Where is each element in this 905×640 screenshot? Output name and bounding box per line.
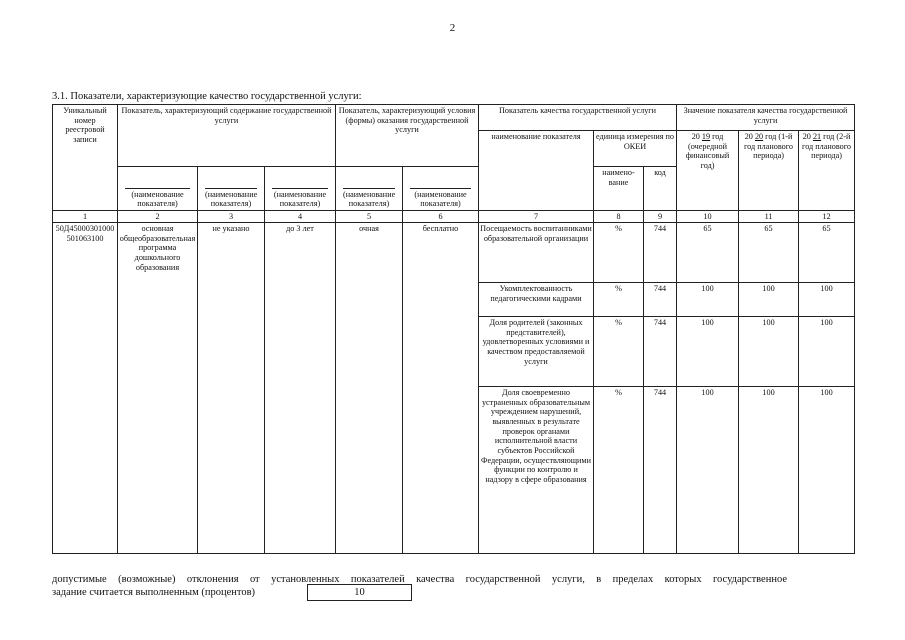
header-unique-number: Уникальный номер реестровой записи: [53, 105, 118, 211]
column-number: 12: [799, 211, 855, 223]
header-sub-name-5: (наименование показателя): [336, 167, 403, 211]
indicator-value-1: 65: [677, 223, 739, 283]
record-content-2: не указано: [198, 223, 265, 554]
column-number: 8: [594, 211, 644, 223]
indicator-value-3: 100: [799, 317, 855, 387]
indicator-value-2: 100: [739, 283, 799, 317]
header-year-1: 20 19 год (очередной финансовый год): [677, 131, 739, 211]
indicator-value-2: 100: [739, 317, 799, 387]
header-year-2: 20 20 год (1-й год планового периода): [739, 131, 799, 211]
indicator-code: 744: [644, 317, 677, 387]
column-number: 3: [198, 211, 265, 223]
indicator-value-2: 100: [739, 387, 799, 554]
tolerance-value-box: 10: [307, 584, 412, 601]
indicator-value-1: 100: [677, 317, 739, 387]
header-indicator-name: наименование показателя: [479, 131, 594, 211]
header-quality-value: Значение показателя качества государственной услуги: [677, 105, 855, 131]
column-number: 9: [644, 211, 677, 223]
quality-indicators-table: [52, 104, 855, 554]
indicator-name: Доля своевременно устраненных образовательным учреждением нарушений, выявленных в результате проверок органами исполнительной власти субъектов Российской Федерации, осуществляющими функции по контролю и надзору в сфере образования: [479, 387, 594, 554]
indicator-value-3: 65: [799, 223, 855, 283]
indicator-value-2: 65: [739, 223, 799, 283]
header-year-3: 20 21 год (2-й год планового периода): [799, 131, 855, 211]
column-number: 6: [403, 211, 479, 223]
indicator-value-3: 100: [799, 283, 855, 317]
indicator-value-1: 100: [677, 283, 739, 317]
header-sub-name-4: (наименование показателя): [265, 167, 336, 211]
record-content-1: основная общеобразовательная программа дошкольного образования: [118, 223, 198, 554]
header-sub-name-3: (наименование показателя): [198, 167, 265, 211]
page-number: 2: [449, 22, 456, 34]
indicator-value-3: 100: [799, 387, 855, 554]
record-content-3: до 3 лет: [265, 223, 336, 554]
header-sub-name-6: (наименование показателя): [403, 167, 479, 211]
header-content-indicator: Показатель, характеризующий содержание государственной услуги: [118, 105, 336, 167]
column-number: 10: [677, 211, 739, 223]
indicator-name: Посещаемость воспитанниками образовательной организации: [479, 223, 594, 283]
record-condition-1: очная: [336, 223, 403, 554]
header-conditions-indicator: Показатель, характеризующий условия (формы) оказания государственной услуги: [336, 105, 479, 167]
header-unit-name: наимено-вание: [594, 167, 644, 211]
indicator-unit: %: [594, 317, 644, 387]
indicator-code: 744: [644, 283, 677, 317]
record-condition-2: бесплатно: [403, 223, 479, 554]
column-number: 11: [739, 211, 799, 223]
header-unit-okei: единица измерения по ОКЕИ: [594, 131, 677, 167]
indicator-code: 744: [644, 223, 677, 283]
tolerance-note-continuation: задание считается выполненным (процентов): [52, 587, 256, 598]
indicator-unit: %: [594, 283, 644, 317]
column-number: 4: [265, 211, 336, 223]
record-unique-number: 50Д45000301000501063100: [53, 223, 118, 554]
column-number: 7: [479, 211, 594, 223]
indicator-unit: %: [594, 223, 644, 283]
column-number: 1: [53, 211, 118, 223]
indicator-name: Доля родителей (законных представителей), удовлетворенных условиями и качеством предоставляемой услуги: [479, 317, 594, 387]
column-number: 5: [336, 211, 403, 223]
header-sub-name-2: (наименование показателя): [118, 167, 198, 211]
indicator-value-1: 100: [677, 387, 739, 554]
header-unit-code: код: [644, 167, 677, 211]
tolerance-note: допустимые (возможные) отклонения от установленных показателей качества государственной услуги, в пределах которых государственное: [52, 574, 787, 585]
indicator-code: 744: [644, 387, 677, 554]
section-title: 3.1. Показатели, характеризующие качество государственной услуги:: [52, 91, 362, 102]
indicator-name: Укомплектованность педагогическими кадрами: [479, 283, 594, 317]
header-quality-indicator: Показатель качества государственной услуги: [479, 105, 677, 131]
indicator-unit: %: [594, 387, 644, 554]
column-number: 2: [118, 211, 198, 223]
